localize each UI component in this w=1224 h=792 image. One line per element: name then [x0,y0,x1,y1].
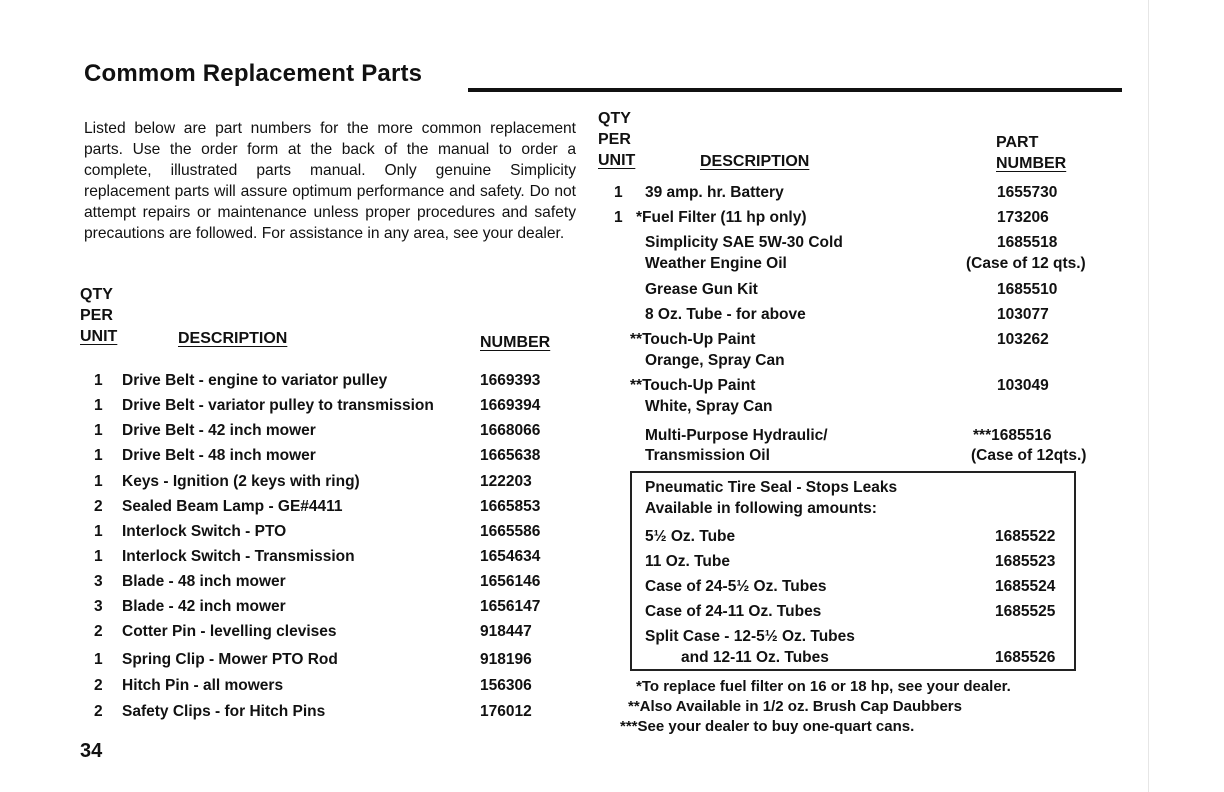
row-part-number: 1668066 [480,422,541,439]
row-part-number: 173206 [997,209,1049,226]
row-description: Drive Belt - 48 inch mower [122,447,316,464]
row-description: Simplicity SAE 5W-30 Cold [645,234,843,251]
footnote-double-star: **Also Available in 1/2 oz. Brush Cap Daubbers [628,698,962,715]
footnote-triple-star: ***See your dealer to buy one-quart cans. [620,718,915,735]
footnote-single-star: *To replace fuel filter on 16 or 18 hp, see your dealer. [636,678,1011,695]
row-qty: 1 [94,447,103,464]
row-part-number: 103049 [997,377,1049,394]
row-part-number: 1654634 [480,548,541,565]
table-row [614,306,1114,328]
row-description: Case of 24-11 Oz. Tubes [645,603,822,620]
list-item [645,479,1070,501]
row-description: Pneumatic Tire Seal - Stops Leaks [645,479,898,496]
row-description: and 12-11 Oz. Tubes [681,649,829,666]
row-part-number: 156306 [480,677,532,694]
row-description: Safety Clips - for Hitch Pins [122,703,326,720]
table-row [614,255,1114,277]
row-part-number: 1656147 [480,598,541,615]
table-row [94,422,564,444]
row-description: 8 Oz. Tube - for above [645,306,806,323]
table-row [94,573,564,595]
row-description: Interlock Switch - Transmission [122,548,355,565]
right-qty-header [598,108,635,171]
right-qty-header-line1: QTY [598,110,631,127]
row-part-number: 1685523 [995,553,1056,570]
row-qty: 3 [94,598,103,615]
row-description: Case of 24-5½ Oz. Tubes [645,578,827,595]
title-rule [468,88,1122,92]
row-qty: 2 [94,623,103,640]
table-row [94,372,564,394]
page-title: Commom Replacement Parts [84,60,423,87]
row-description: Sealed Beam Lamp - GE#4411 [122,498,343,515]
table-row [94,703,564,725]
row-qty: 1 [614,209,623,226]
row-part-number: 103077 [997,306,1049,323]
table-row [94,651,564,673]
row-qty: 2 [94,677,103,694]
row-part-number: 176012 [480,703,532,720]
table-row [614,427,1114,449]
row-part-number: 1685525 [995,603,1056,620]
row-description: Weather Engine Oil [645,255,787,272]
row-description: White, Spray Can [645,398,773,415]
row-description: Blade - 48 inch mower [122,573,286,590]
row-part-number: (Case of 12qts.) [971,447,1087,464]
row-qty: 2 [94,498,103,515]
table-row [614,209,1114,231]
list-item [645,553,1070,575]
list-item [645,649,1070,671]
row-part-number: 918447 [480,623,532,640]
table-row [94,473,564,495]
page-edge-divider [1148,0,1149,792]
row-part-number: (Case of 12 qts.) [966,255,1086,272]
row-description: Orange, Spray Can [645,352,785,369]
row-part-number: 1685510 [997,281,1058,298]
table-row [94,447,564,469]
row-qty: 3 [94,573,103,590]
page-number: 34 [80,740,103,762]
row-description: 11 Oz. Tube [645,553,730,570]
right-part-number-header [996,132,1066,174]
row-description: Blade - 42 inch mower [122,598,286,615]
right-qty-header-line3: UNIT [598,152,636,169]
row-part-number: 918196 [480,651,532,668]
row-description: 5½ Oz. Tube [645,528,736,545]
table-row [614,184,1114,206]
list-item [645,603,1070,625]
row-qty: 1 [94,548,103,565]
row-part-number: 1685518 [997,234,1058,251]
row-description: Drive Belt - variator pulley to transmission [122,397,434,414]
table-row [614,398,1114,420]
row-qty: 1 [94,651,103,668]
table-row [94,677,564,699]
row-description: **Touch-Up Paint [630,331,756,348]
left-qty-header-line1: QTY [80,286,113,303]
right-qty-header-line2: PER [598,131,631,148]
table-row [614,234,1114,256]
left-qty-header-line3: UNIT [80,328,118,345]
table-row [94,397,564,419]
row-part-number: 1685524 [995,578,1056,595]
row-part-number: 1665586 [480,523,541,540]
row-description: Keys - Ignition (2 keys with ring) [122,473,360,490]
table-row [94,498,564,520]
intro-paragraph: Listed below are part numbers for the more common replacement parts. Use the order form at the back of the manual to order a complete, illustrated parts manual. Only genuine Simplicity replacement parts will assure optimum performance and safety. Do not attempt repairs or maintenance unless proper procedures and safety precautions are followed. For assistance in any area, see your dealer. [84,120,576,242]
table-row [614,331,1114,353]
row-qty: 1 [94,523,103,540]
row-qty: 1 [614,184,623,201]
row-description: Drive Belt - engine to variator pulley [122,372,388,389]
row-part-number: 103262 [997,331,1049,348]
left-number-header: NUMBER [480,334,551,351]
table-row [94,598,564,620]
row-description: Spring Clip - Mower PTO Rod [122,651,338,668]
row-description: **Touch-Up Paint [630,377,756,394]
left-qty-header-line2: PER [80,307,113,324]
row-description: Drive Belt - 42 inch mower [122,422,316,439]
row-qty: 2 [94,703,103,720]
table-row [614,281,1114,303]
list-item [645,528,1070,550]
table-row [614,447,1114,469]
table-row [94,523,564,545]
list-item [645,500,1070,522]
row-qty: 1 [94,397,103,414]
table-row [614,352,1114,374]
row-description: *Fuel Filter (11 hp only) [636,209,807,226]
right-part-header-line1: PART [996,134,1039,151]
row-qty: 1 [94,372,103,389]
left-qty-header [80,284,117,347]
list-item [645,578,1070,600]
row-description: Grease Gun Kit [645,281,758,298]
row-description: Multi-Purpose Hydraulic/ [645,427,828,444]
row-part-number: 1669393 [480,372,541,389]
row-part-number: 1655730 [997,184,1058,201]
left-description-header: DESCRIPTION [178,330,288,347]
row-description: Hitch Pin - all mowers [122,677,284,694]
row-qty: 1 [94,422,103,439]
row-qty: 1 [94,473,103,490]
table-row [614,377,1114,399]
row-part-number: 1656146 [480,573,541,590]
row-description: Available in following amounts: [645,500,877,517]
row-part-number: 1685522 [995,528,1056,545]
table-row [94,623,564,645]
right-description-header: DESCRIPTION [700,153,810,170]
list-item [645,628,1070,650]
row-description: Cotter Pin - levelling clevises [122,623,337,640]
row-description: Split Case - 12-5½ Oz. Tubes [645,628,855,645]
row-part-number: 1685526 [995,649,1056,666]
row-description: 39 amp. hr. Battery [645,184,784,201]
row-part-number: ***1685516 [973,427,1052,444]
table-row [94,548,564,570]
row-description: Interlock Switch - PTO [122,523,287,540]
row-part-number: 1665853 [480,498,541,515]
row-part-number: 122203 [480,473,532,490]
row-part-number: 1665638 [480,447,541,464]
row-description: Transmission Oil [645,447,770,464]
right-part-header-line2: NUMBER [996,155,1067,172]
row-part-number: 1669394 [480,397,541,414]
